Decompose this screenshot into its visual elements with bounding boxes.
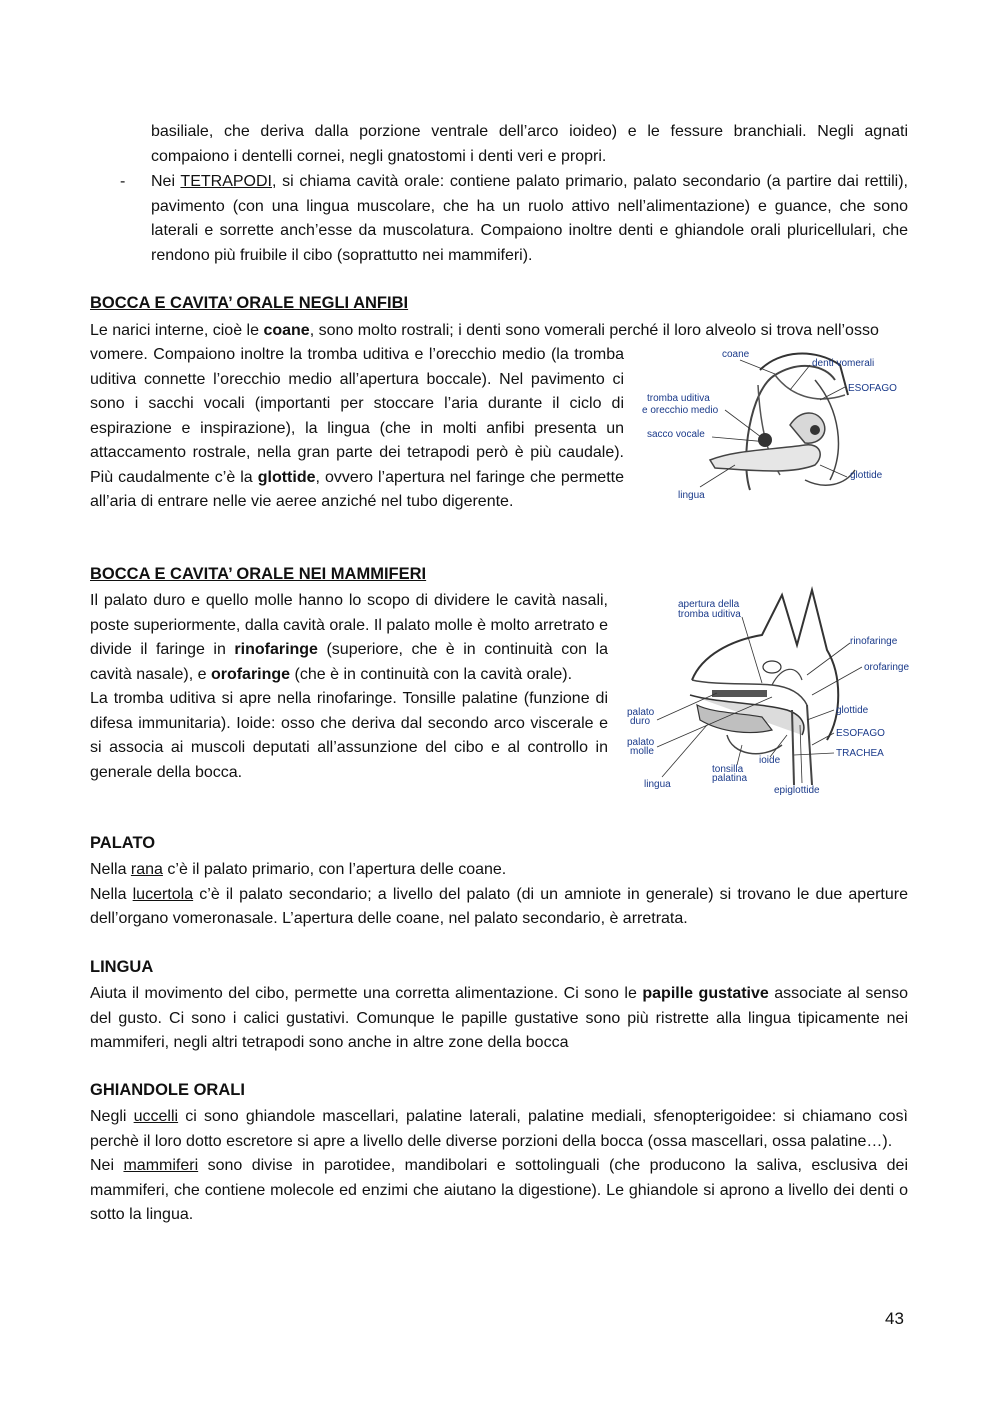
mamm-p1-a: Il palato duro e quello molle hanno lo scopo di dividere le cavità nasali, poste superiormente, dalla cavità orale. Il palato molle è molto arretrato e divide il faringe in [90,592,608,658]
ghiandole-uccelli: uccelli [133,1108,179,1125]
intro-cont-text: basiliale, che deriva dalla porzione ventrale dell’arco ioideo) e le fessure branchiali. Negli agnati compaiono i dentelli cornei, negli gnatostomi i denti veri e propri. [151,123,908,165]
palato-l1-b: c’è il palato primario, con l’apertura delle coane. [162,861,507,878]
mamm-p1-c: (superiore, che è in continuità con la cavità nasale), e [90,641,608,683]
anfibi-para-a: vomere. Compaiono inoltre la tromba uditiva e l’orecchio medio (la tromba uditiva connette l’orecchio medio all’apertura boccale). Nel pavimento ci sono i sacchi vocali (importanti per stoccare l’aria durante il ciclo di espirazione e inspirazione), la lingua (che in molti anfibi presenta un attaccamento rostrale, nella gran parte dei tetrapodi però è più caudale). Più caudalmente c’è la [90,346,624,486]
anfibi-line1-c: , sono molto rostrali; i denti sono vomerali perché il loro alveolo si trova nell’osso [309,322,879,339]
tetrapodi-bullet [120,170,908,268]
frog-mouth-figure [640,340,910,510]
palato-l2-b: c’è il palato secondario; a livello del palato (di un amniote in generale) si trovano le due aperture dell’organo vomeronasale. L’apertura delle coane, nel palato secondario, è arretrata. [90,885,909,927]
palato-text [90,858,908,932]
label-lingua: lingua [678,490,705,501]
label-tromba-1: tromba uditiva [647,393,710,404]
label-ioide: ioide [759,755,781,766]
ghiandole-p2 [90,1154,908,1228]
mammiferi-p2: La tromba uditiva si apre nella rinofaringe. Tonsille palatine (funzione di difesa immunitaria). Ioide: osso che deriva dal secondo arco viscerale e si associa ai muscoli deputati all’assunzione del cibo e al controllo in generale della bocca. [90,690,608,781]
label-tonsilla-2: palatina [712,773,748,784]
label-apertura-2: tromba uditiva [678,609,741,620]
mamm-orofaringe: orofaringe [210,665,291,683]
palato-line2 [90,883,908,932]
mamm-p1-e: (che è in continuità con la cavità orale). [290,665,573,683]
lingua-c: associate al senso del gusto. Ci sono i calici gustativi. Comunque le papille gustative sono più ristrette alla lingua tipicamente nei mammiferi, negli altri tetrapodi sono anche in altre zone della bocca [90,985,909,1051]
anfibi-line1-a: Le narici interne, cioè le [90,322,264,339]
mammal-mouth-figure [622,585,922,800]
label-epiglottide: epiglottide [774,785,820,796]
intro-continuation [151,120,908,169]
label-glottide: glottide [850,470,883,481]
ghiandole-p1 [90,1105,908,1154]
label-palato-molle-1: palato [627,737,655,748]
palato-lucertola: lucertola [132,885,194,903]
lingua-text [90,982,908,1056]
label-orofaringe: orofaringe [864,662,910,673]
label-tonsilla-1: tonsilla [712,764,744,775]
anfibi-paragraph [90,343,624,515]
frog-mouth-drawing [640,340,910,510]
label-lingua-mamm: lingua [644,779,671,790]
bullet-underlined: TETRAPODI [180,173,272,190]
palato-rana: rana [130,861,163,878]
anfibi-glottide: glottide [257,468,316,486]
ghiandole-p1-b: ci sono ghiandole mascellari, palatine laterali, palatine mediali, sfenopterigoidee: si chiamano così perchè il loro dotto escretore si apre a livello delle diverse porzioni della bocca (ossa mascellari, ossa palatine…). [90,1108,908,1150]
bullet-text-a: Nei [151,173,181,190]
label-sacco-vocale: sacco vocale [647,429,705,440]
ghiandole-text [90,1105,908,1228]
palato-line1 [90,858,908,883]
label-esofago-mamm: ESOFAGO [836,728,885,739]
heading-anfibi: BOCCA E CAVITA’ ORALE NEGLI ANFIBI [90,294,409,312]
mammiferi-paragraph [90,589,608,785]
heading-mammiferi: BOCCA E CAVITA’ ORALE NEI MAMMIFERI [90,565,427,583]
heading-ghiandole: GHIANDOLE ORALI [90,1081,245,1099]
label-tromba-2: e orecchio medio [642,405,719,416]
mammiferi-p1 [90,589,608,687]
ghiandole-p2-b: sono divise in parotidee, mandibolari e sottolinguali (che producono la saliva, esclusiva dei mammiferi, che contiene molecole ed enzimi che aiutano la digestione). Le ghiandole si aprono a livello dei denti o sotto la lingua. [90,1157,909,1223]
mammal-mouth-drawing [622,585,922,800]
mamm-rinofaringe: rinofaringe [234,641,318,658]
ghiandole-mammiferi: mammiferi [123,1157,199,1174]
ghiandole-p2-a: Nei [90,1157,124,1174]
label-esofago: ESOFAGO [848,383,897,394]
label-glottide-mamm: glottide [836,705,869,716]
anfibi-coane: coane [263,322,310,339]
label-trachea: TRACHEA [836,748,884,759]
bullet-dash: - [120,173,126,190]
palato-l1-a: Nella [90,861,131,878]
lingua-a: Aiuta il movimento del cibo, permette una corretta alimentazione. Ci sono le [90,985,643,1002]
bullet-text-b: , si chiama cavità orale: contiene palato primario, palato secondario (a partire dai rettili), pavimento (con una lingua muscolare, che ha un ruolo attivo nell’alimentazione) e guance, che sono laterali e sorrette anch’esse da muscolatura. Compaiono inoltre denti e ghiandole orali pluricellulari, che rendono più fruibile il cibo (soprattutto nei mammiferi). [151,173,909,264]
page-number: 43 [885,1309,904,1328]
palato-l2-a: Nella [90,885,133,903]
heading-lingua: LINGUA [90,958,154,976]
label-palato-duro-2: duro [630,716,651,727]
label-denti-vomerali: denti vomerali [812,358,875,369]
label-coane: coane [722,349,750,360]
label-palato-duro-1: palato [627,707,655,718]
ghiandole-p1-a: Negli [90,1108,134,1125]
label-apertura-1: apertura della [678,599,740,610]
heading-palato: PALATO [90,834,156,852]
label-rinofaringe: rinofaringe [850,636,898,647]
anfibi-para-c: , ovvero l’apertura nel faringe che permette all’aria di entrare nelle vie aeree anziché nel tubo digerente. [90,468,624,510]
lingua-papille: papille gustative [642,985,769,1002]
label-palato-molle-2: molle [630,746,654,757]
